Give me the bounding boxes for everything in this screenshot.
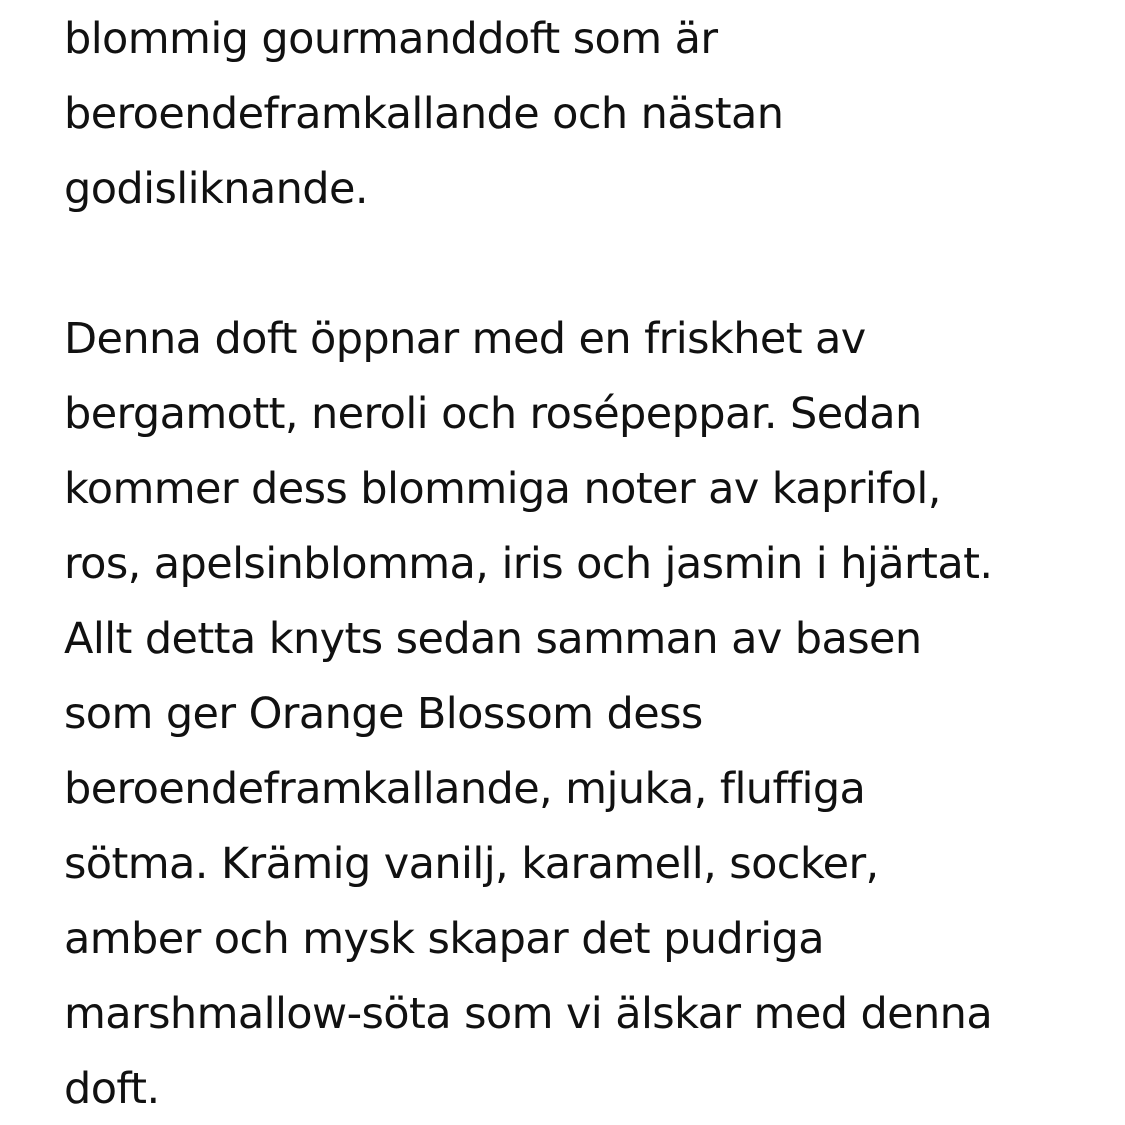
text-line: marshmallow-söta som vi älskar med denna xyxy=(64,989,993,1039)
text-line: Denna doft öppnar med en friskhet av xyxy=(64,314,866,364)
text-line: doft. xyxy=(64,1064,160,1114)
text-line: som ger Orange Blossom dess xyxy=(64,689,703,739)
text-line: bergamott, neroli och rosépeppar. Sedan xyxy=(64,389,922,439)
text-line: beroendeframkallande, mjuka, fluffiga xyxy=(64,764,866,814)
text-line: kommer dess blommiga noter av kaprifol, xyxy=(64,464,941,514)
text-line: sötma. Krämig vanilj, karamell, socker, xyxy=(64,839,879,889)
text-line: blommig gourmanddoft som är xyxy=(64,14,718,64)
text-line: Allt detta knyts sedan samman av basen xyxy=(64,614,922,664)
text-line: amber och mysk skapar det pudriga xyxy=(64,914,824,964)
text-line: ros, apelsinblomma, iris och jasmin i hjärtat. xyxy=(64,539,993,589)
text-line: godisliknande. xyxy=(64,164,368,214)
text-line: beroendeframkallande och nästan xyxy=(64,89,784,139)
